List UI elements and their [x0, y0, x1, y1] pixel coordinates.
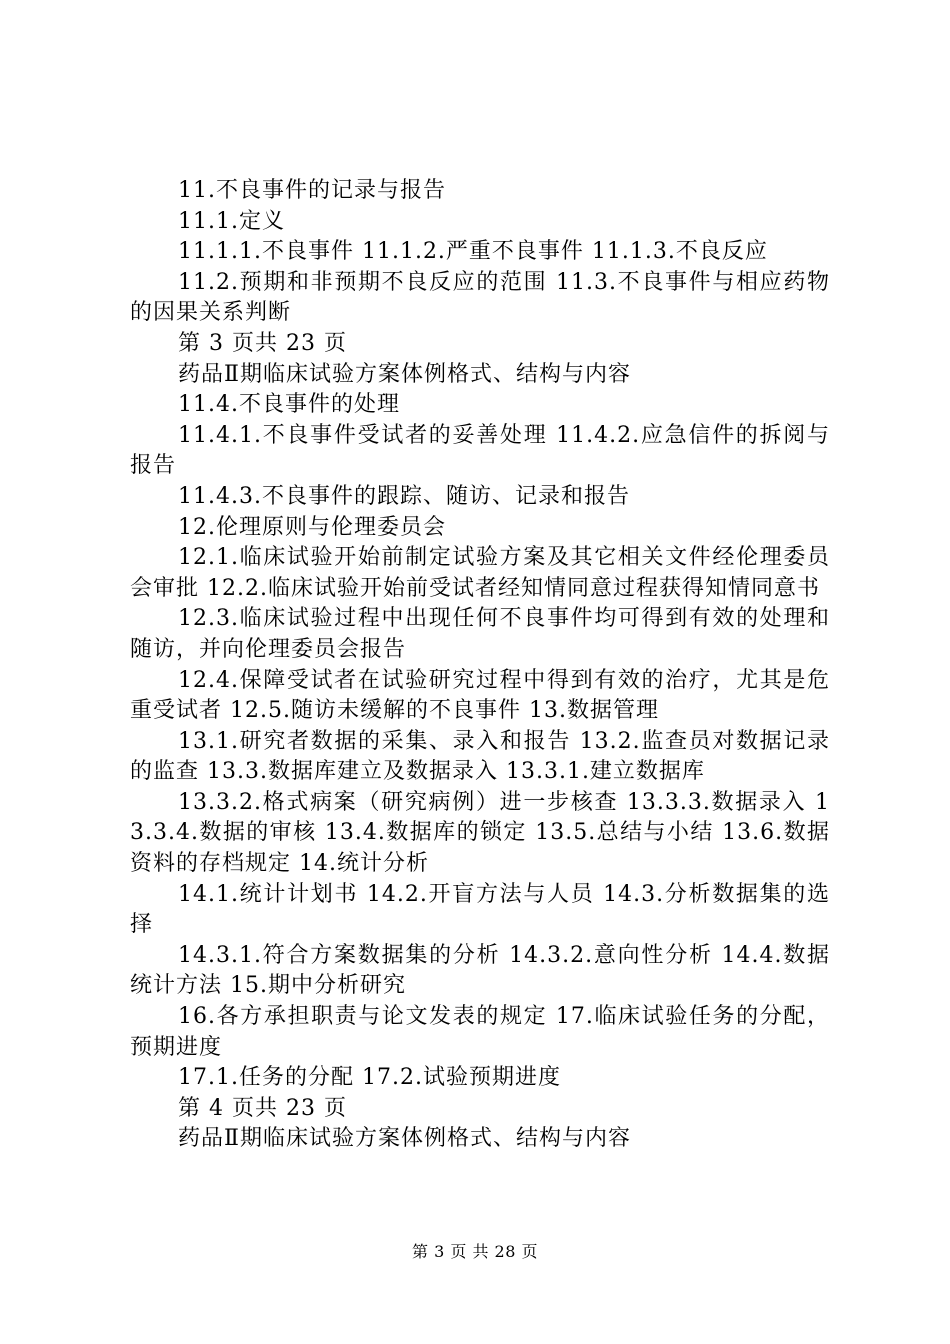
paragraph-section-17-1-2: 17.1.任务的分配 17.2.试验预期进度 [178, 1065, 561, 1091]
paragraph-section-12-4-13: 12.4.保障受试者在试验研究过程中得到有效的治疗，尤其是危重受试者 12.5.随访未缓解的不良事件 13.数据管理 [130, 667, 830, 724]
paragraph-section-11-1-x: 11.1.1.不良事件 11.1.2.严重不良事件 11.1.3.不良反应 [178, 239, 768, 265]
paragraph-section-11-4-1-2: 11.4.1.不良事件受试者的妥善处理 11.4.2.应急信件的拆阅与报告 [130, 422, 830, 479]
paragraph-section-11-1: 11.1.定义 [178, 208, 285, 234]
paragraph-section-11: 11.不良事件的记录与报告 [178, 178, 446, 203]
paragraph-section-13-3-2-14: 13.3.2.格式病案（研究病例）进一步核查 13.3.3.数据录入 13.3.4.数据的审核 13.4.数据库的锁定 13.5.总结与小结 13.6.数据资料的存档规定 14.统计分析 [130, 789, 830, 877]
inline-page-number: 第 3 页共 23 页 [178, 330, 347, 356]
paragraph-section-16-17: 16.各方承担职责与论文发表的规定 17.临床试验任务的分配，预期进度 [130, 1004, 830, 1060]
paragraph-section-14-3-1-15: 14.3.1.符合方案数据集的分析 14.3.2.意向性分析 14.4.数据统计方法 15.期中分析研究 [130, 942, 830, 999]
paragraph-section-12-3: 12.3.临床试验过程中出现任何不良事件均可得到有效的处理和随访，并向伦理委员会报告 [130, 606, 830, 662]
page-footer: 第 3 页 共 28 页 [412, 1242, 538, 1261]
paragraph-section-11-4-3: 11.4.3.不良事件的跟踪、随访、记录和报告 [178, 483, 630, 509]
inline-page-number: 第 4 页共 23 页 [178, 1095, 347, 1121]
document-body [130, 176, 830, 1155]
paragraph-section-13-1-3: 13.1.研究者数据的采集、录入和报告 13.2.监查员对数据记录的监查 13.3.数据库建立及数据录入 13.3.1.建立数据库 [130, 728, 830, 785]
paragraph-section-12-1-2: 12.1.临床试验开始前制定试验方案及其它相关文件经伦理委员会审批 12.2.临床试验开始前受试者经知情同意过程获得知情同意书 [130, 545, 830, 601]
paragraph-section-12: 12.伦理原则与伦理委员会 [178, 514, 446, 540]
inline-document-title: 药品Ⅱ期临床试验方案体例格式、结构与内容 [178, 1126, 631, 1152]
inline-document-title: 药品Ⅱ期临床试验方案体例格式、结构与内容 [178, 361, 631, 387]
paragraph-section-11-4: 11.4.不良事件的处理 [178, 392, 400, 418]
paragraph-section-11-2-3: 11.2.预期和非预期不良反应的范围 11.3.不良事件与相应药物的因果关系判断 [130, 269, 830, 326]
paragraph-section-14-1-3: 14.1.统计计划书 14.2.开盲方法与人员 14.3.分析数据集的选择 [130, 881, 830, 938]
